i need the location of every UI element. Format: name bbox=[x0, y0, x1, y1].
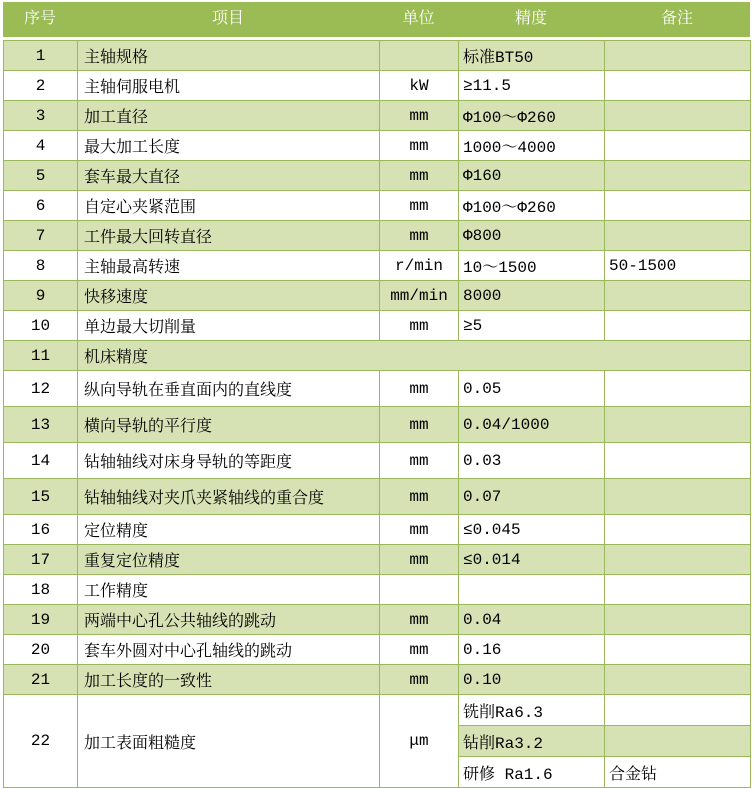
table-row bbox=[4, 665, 751, 695]
item-cell: 横向导轨的平行度 bbox=[78, 407, 380, 443]
spec-table-body bbox=[4, 41, 751, 788]
unit-cell: μm bbox=[380, 695, 459, 788]
row-number-cell: 6 bbox=[4, 191, 78, 221]
remark-cell bbox=[605, 71, 751, 101]
item-cell: 主轴最高转速 bbox=[78, 251, 380, 281]
row-number-cell: 4 bbox=[4, 131, 78, 161]
row-number-cell: 12 bbox=[4, 371, 78, 407]
item-cell: 加工表面粗糙度 bbox=[78, 695, 380, 788]
row-number-cell: 8 bbox=[4, 251, 78, 281]
table-row bbox=[4, 41, 751, 71]
item-cell: 加工长度的一致性 bbox=[78, 665, 380, 695]
precision-cell: 标准BT50 bbox=[459, 41, 605, 71]
item-cell: 主轴规格 bbox=[78, 41, 380, 71]
precision-cell: ≥11.5 bbox=[459, 71, 605, 101]
row-number-cell: 9 bbox=[4, 281, 78, 311]
unit-cell: mm bbox=[380, 371, 459, 407]
table-row bbox=[4, 101, 751, 131]
unit-cell: mm bbox=[380, 161, 459, 191]
item-cell: 主轴伺服电机 bbox=[78, 71, 380, 101]
table-row bbox=[4, 311, 751, 341]
unit-cell: mm/min bbox=[380, 281, 459, 311]
item-cell: 纵向导轨在垂直面内的直线度 bbox=[78, 371, 380, 407]
remark-cell bbox=[605, 101, 751, 131]
table-row bbox=[4, 191, 751, 221]
row-number-cell: 18 bbox=[4, 575, 78, 605]
remark-cell bbox=[605, 515, 751, 545]
unit-cell: r/min bbox=[380, 251, 459, 281]
precision-cell: Φ100～Φ260 bbox=[459, 191, 605, 221]
table-header bbox=[3, 2, 750, 37]
unit-cell: kW bbox=[380, 71, 459, 101]
table-row bbox=[4, 407, 751, 443]
remark-cell bbox=[605, 407, 751, 443]
item-cell: 加工直径 bbox=[78, 101, 380, 131]
unit-cell: mm bbox=[380, 101, 459, 131]
remark-cell: 合金钻 bbox=[605, 757, 751, 788]
row-number-cell: 20 bbox=[4, 635, 78, 665]
table-row bbox=[4, 635, 751, 665]
table-row bbox=[4, 695, 751, 726]
row-number-cell: 16 bbox=[4, 515, 78, 545]
row-number-cell: 10 bbox=[4, 311, 78, 341]
remark-cell bbox=[605, 665, 751, 695]
remark-cell bbox=[605, 605, 751, 635]
remark-cell: 50-1500 bbox=[605, 251, 751, 281]
header-cell-precision: 精度 bbox=[514, 10, 547, 28]
precision-cell: 0.16 bbox=[459, 635, 605, 665]
precision-cell: ≤0.014 bbox=[459, 545, 605, 575]
unit-cell: mm bbox=[380, 545, 459, 575]
precision-cell: ≤0.045 bbox=[459, 515, 605, 545]
precision-cell: 0.03 bbox=[459, 443, 605, 479]
unit-cell: mm bbox=[380, 131, 459, 161]
precision-cell: 0.07 bbox=[459, 479, 605, 515]
row-number-cell: 5 bbox=[4, 161, 78, 191]
item-cell: 套车最大直径 bbox=[78, 161, 380, 191]
table-row bbox=[4, 545, 751, 575]
remark-cell bbox=[605, 281, 751, 311]
unit-cell bbox=[380, 575, 459, 605]
row-number-cell: 13 bbox=[4, 407, 78, 443]
row-number-cell: 2 bbox=[4, 71, 78, 101]
precision-cell: 0.05 bbox=[459, 371, 605, 407]
precision-cell: 0.04/1000 bbox=[459, 407, 605, 443]
table-row bbox=[4, 515, 751, 545]
unit-cell: mm bbox=[380, 605, 459, 635]
row-number-cell: 21 bbox=[4, 665, 78, 695]
precision-cell: 钻削Ra3.2 bbox=[459, 726, 605, 757]
unit-cell bbox=[380, 41, 459, 71]
unit-cell: mm bbox=[380, 443, 459, 479]
table-row bbox=[4, 281, 751, 311]
row-number-cell: 19 bbox=[4, 605, 78, 635]
remark-cell bbox=[605, 371, 751, 407]
remark-cell bbox=[605, 695, 751, 726]
precision-cell: 铣削Ra6.3 bbox=[459, 695, 605, 726]
item-cell: 重复定位精度 bbox=[78, 545, 380, 575]
precision-cell: 0.10 bbox=[459, 665, 605, 695]
item-cell: 快移速度 bbox=[78, 281, 380, 311]
remark-cell bbox=[605, 635, 751, 665]
header-cell-remark: 备注 bbox=[660, 10, 693, 28]
spec-table bbox=[3, 40, 751, 788]
precision-cell bbox=[459, 575, 605, 605]
table-row bbox=[4, 161, 751, 191]
item-cell: 定位精度 bbox=[78, 515, 380, 545]
header-cell-serial: 序号 bbox=[23, 10, 56, 28]
item-cell: 套车外圆对中心孔轴线的跳动 bbox=[78, 635, 380, 665]
remark-cell bbox=[605, 161, 751, 191]
header-cell-item: 项目 bbox=[211, 10, 244, 28]
unit-cell: mm bbox=[380, 515, 459, 545]
table-row bbox=[4, 221, 751, 251]
item-cell: 自定心夹紧范围 bbox=[78, 191, 380, 221]
item-cell: 钻轴轴线对床身导轨的等距度 bbox=[78, 443, 380, 479]
table-row bbox=[4, 251, 751, 281]
unit-cell: mm bbox=[380, 665, 459, 695]
remark-cell bbox=[605, 221, 751, 251]
table-row bbox=[4, 341, 751, 371]
unit-cell: mm bbox=[380, 221, 459, 251]
precision-cell: 0.04 bbox=[459, 605, 605, 635]
item-cell: 钻轴轴线对夹爪夹紧轴线的重合度 bbox=[78, 479, 380, 515]
remark-cell bbox=[605, 443, 751, 479]
header-cell-unit: 单位 bbox=[402, 10, 435, 28]
precision-cell: 研修 Ra1.6 bbox=[459, 757, 605, 788]
remark-cell bbox=[605, 41, 751, 71]
precision-cell: Φ800 bbox=[459, 221, 605, 251]
unit-cell: mm bbox=[380, 407, 459, 443]
row-number-cell: 11 bbox=[4, 341, 78, 371]
row-number-cell: 7 bbox=[4, 221, 78, 251]
remark-cell bbox=[605, 479, 751, 515]
unit-cell: mm bbox=[380, 311, 459, 341]
table-row bbox=[4, 443, 751, 479]
table-row bbox=[4, 575, 751, 605]
remark-cell bbox=[605, 191, 751, 221]
row-number-cell: 15 bbox=[4, 479, 78, 515]
item-cell: 机床精度 bbox=[78, 341, 751, 371]
row-number-cell: 14 bbox=[4, 443, 78, 479]
item-cell: 两端中心孔公共轴线的跳动 bbox=[78, 605, 380, 635]
remark-cell bbox=[605, 311, 751, 341]
precision-cell: 10～1500 bbox=[459, 251, 605, 281]
precision-cell: Φ160 bbox=[459, 161, 605, 191]
precision-cell: 8000 bbox=[459, 281, 605, 311]
unit-cell: mm bbox=[380, 191, 459, 221]
row-number-cell: 1 bbox=[4, 41, 78, 71]
table-row bbox=[4, 605, 751, 635]
precision-cell: 1000～4000 bbox=[459, 131, 605, 161]
row-number-cell: 22 bbox=[4, 695, 78, 788]
precision-cell: ≥5 bbox=[459, 311, 605, 341]
unit-cell: mm bbox=[380, 635, 459, 665]
item-cell: 工件最大回转直径 bbox=[78, 221, 380, 251]
table-row bbox=[4, 131, 751, 161]
item-cell: 最大加工长度 bbox=[78, 131, 380, 161]
remark-cell bbox=[605, 131, 751, 161]
item-cell: 工作精度 bbox=[78, 575, 380, 605]
table-row bbox=[4, 371, 751, 407]
remark-cell bbox=[605, 575, 751, 605]
remark-cell bbox=[605, 726, 751, 757]
precision-cell: Φ100～Φ260 bbox=[459, 101, 605, 131]
item-cell: 单边最大切削量 bbox=[78, 311, 380, 341]
unit-cell: mm bbox=[380, 479, 459, 515]
remark-cell bbox=[605, 545, 751, 575]
table-row bbox=[4, 71, 751, 101]
table-row bbox=[4, 479, 751, 515]
row-number-cell: 3 bbox=[4, 101, 78, 131]
row-number-cell: 17 bbox=[4, 545, 78, 575]
